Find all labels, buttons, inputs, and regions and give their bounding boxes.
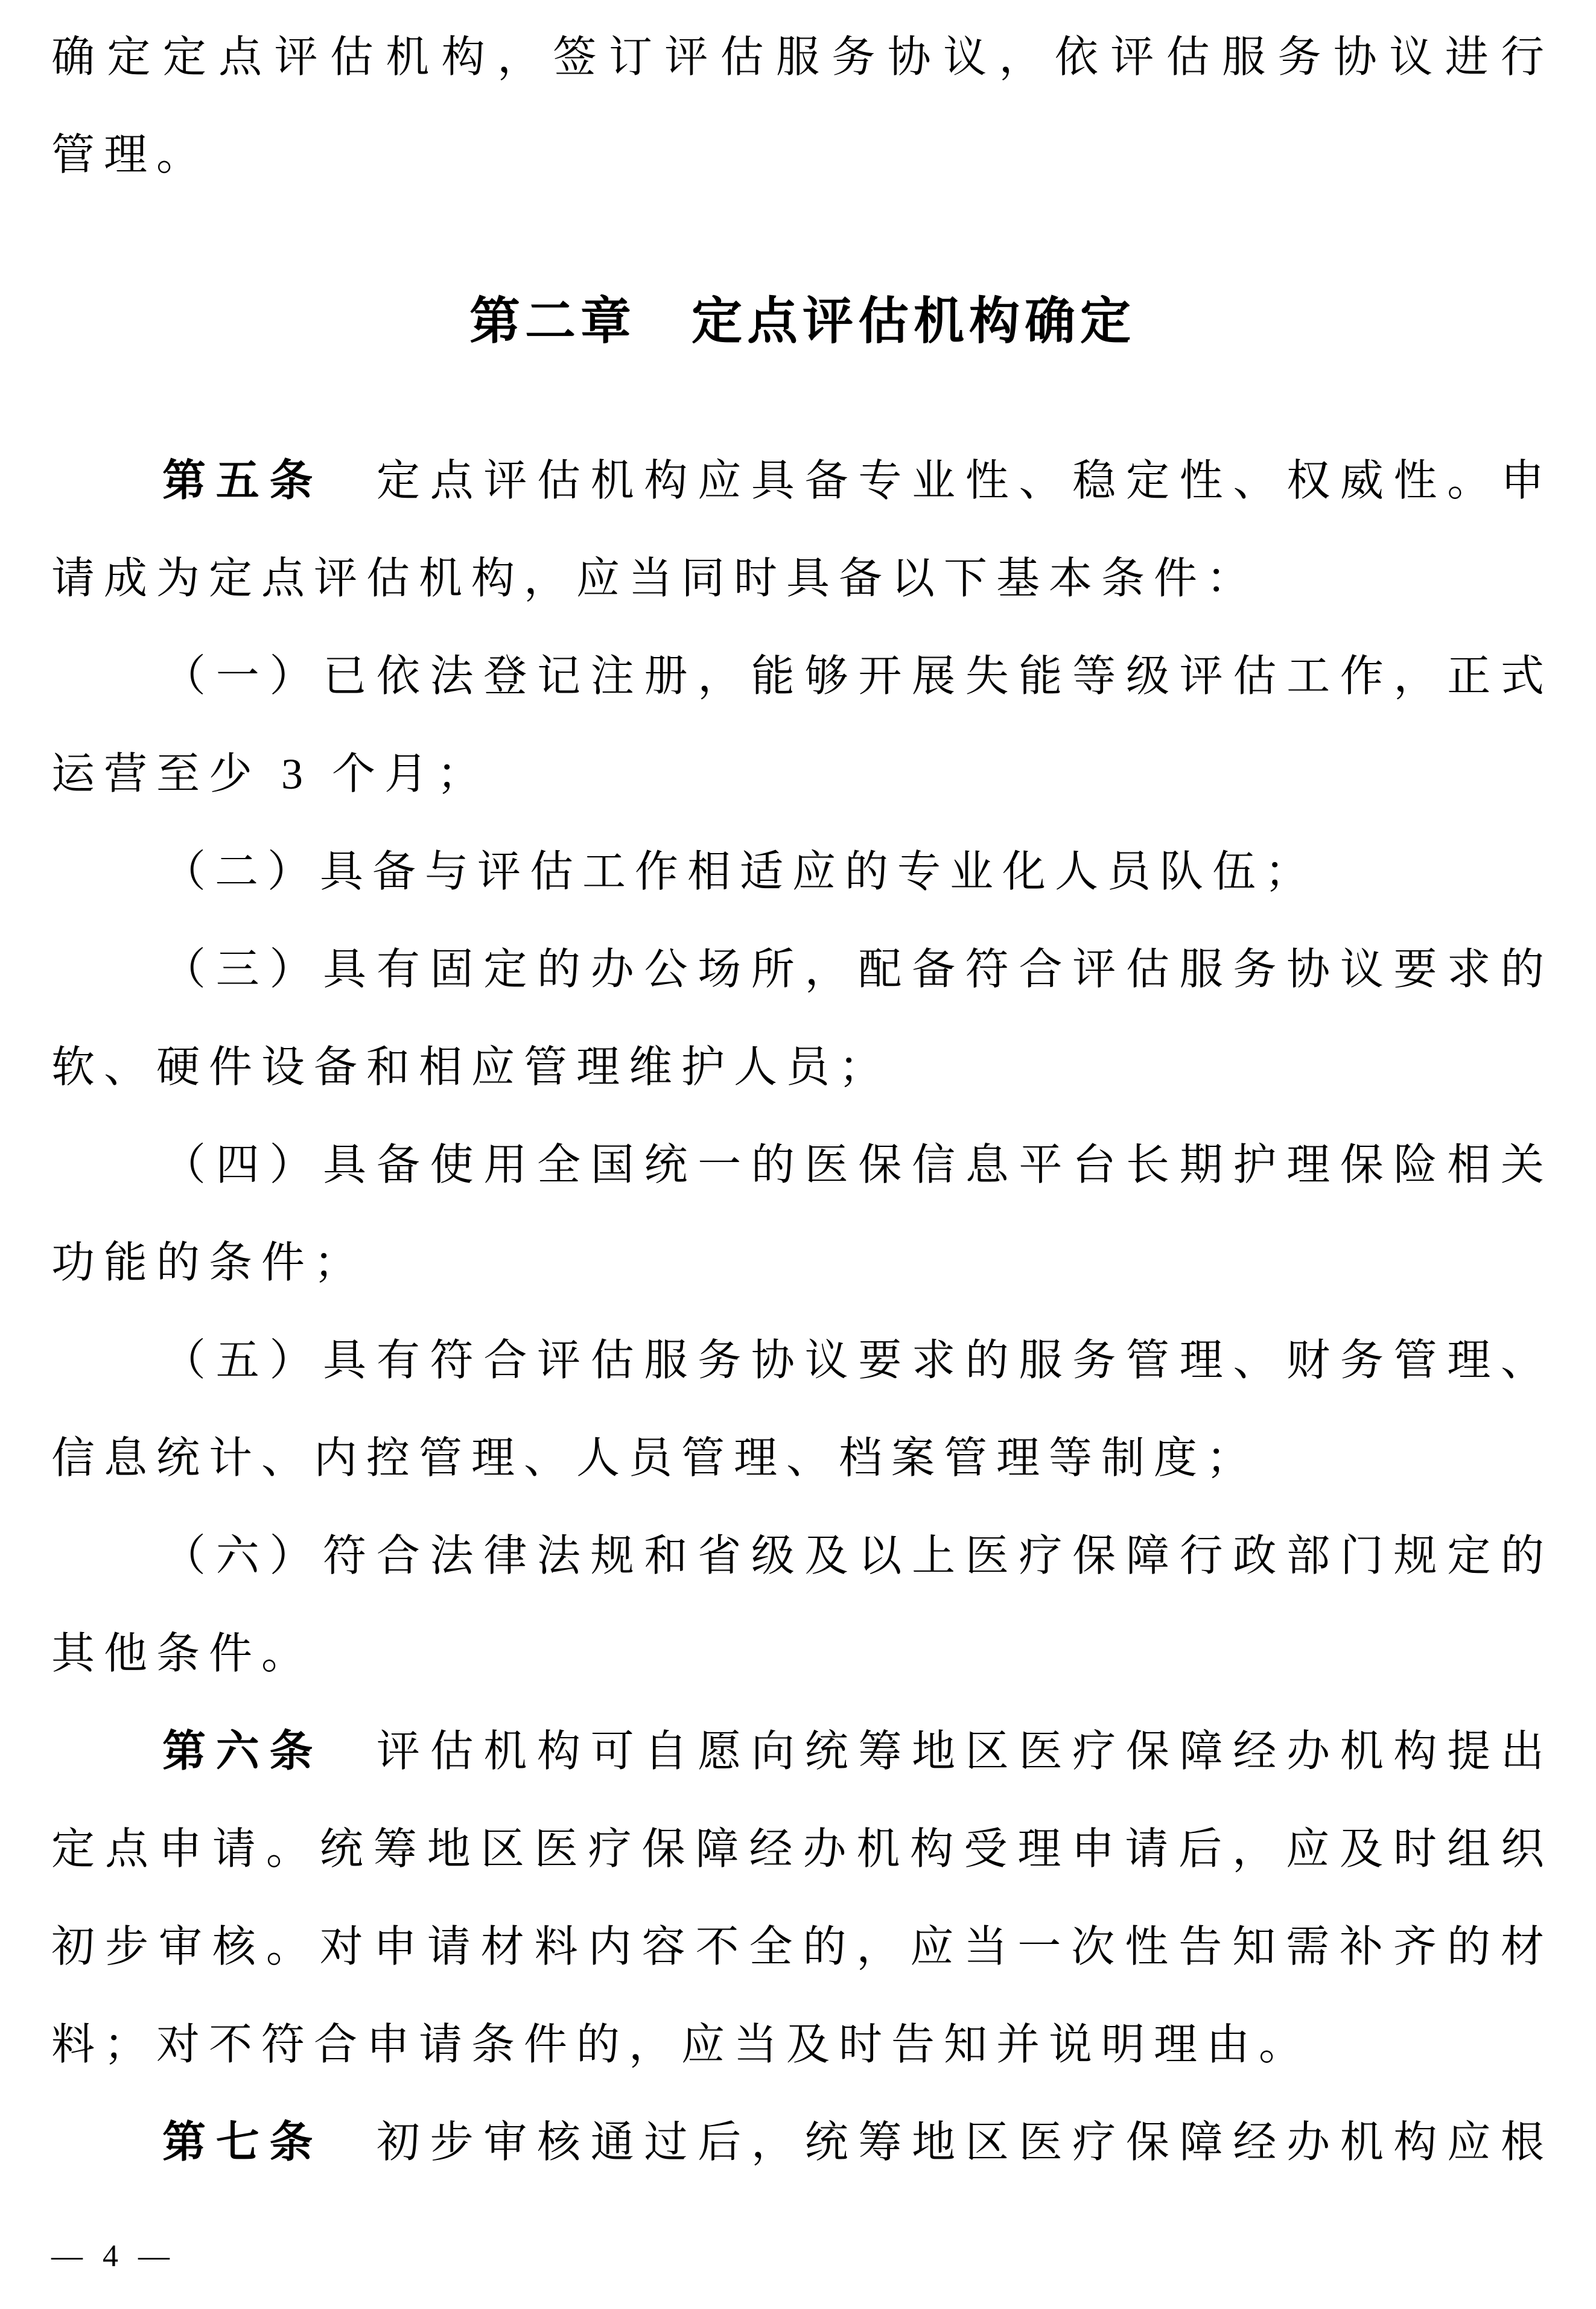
text-line: 料；对不符合申请条件的，应当及时告知并说明理由。 bbox=[51, 2021, 1312, 2069]
article-text: 初步审核通过后，统筹地区医疗保障经办机构应根 bbox=[323, 2118, 1554, 2167]
text-line: 初步审核。对申请材料内容不全的，应当一次性告知需补齐的材 bbox=[51, 1923, 1554, 1971]
text-line: 请成为定点评估机构，应当同时具备以下基本条件： bbox=[51, 554, 1259, 603]
article-text: 定点评估机构应具备专业性、稳定性、权威性。申 bbox=[323, 457, 1554, 505]
text-line: （五）具有符合评估服务协议要求的服务管理、财务管理、 bbox=[162, 1336, 1554, 1385]
paragraph-article-7 bbox=[51, 2094, 1554, 2191]
paragraph-item-6 bbox=[51, 1507, 1554, 1703]
paragraph-article-5 bbox=[51, 432, 1554, 627]
text-line: （六）符合法律法规和省级及以上医疗保障行政部门规定的 bbox=[162, 1532, 1554, 1580]
page-number: — 4 — bbox=[51, 2239, 176, 2273]
text-line bbox=[51, 1703, 1554, 1800]
paragraph-continuation bbox=[51, 8, 1554, 204]
chapter-heading: 第二章 定点评估机构确定 bbox=[469, 293, 1136, 349]
text-line bbox=[51, 2094, 1554, 2191]
text-line: 软、硬件设备和相应管理维护人员； bbox=[51, 1043, 892, 1091]
page-body bbox=[51, 8, 1554, 2191]
text-line: 定点申请。统筹地区医疗保障经办机构受理申请后，应及时组织 bbox=[51, 1825, 1554, 1873]
text-line: 信息统计、内控管理、人员管理、档案管理等制度； bbox=[51, 1434, 1259, 1482]
paragraph-article-6 bbox=[51, 1703, 1554, 2094]
text-line: （一）已依法登记注册，能够开展失能等级评估工作，正式 bbox=[162, 652, 1554, 700]
article-number: 第五条 bbox=[162, 457, 323, 505]
text-line: （四）具备使用全国统一的医保信息平台长期护理保险相关 bbox=[162, 1141, 1554, 1189]
text-line: （三）具有固定的办公场所，配备符合评估服务协议要求的 bbox=[162, 945, 1554, 994]
text-line: 管理。 bbox=[51, 131, 209, 179]
article-number: 第七条 bbox=[162, 2118, 323, 2167]
text-line bbox=[51, 432, 1554, 530]
text-line: 功能的条件； bbox=[51, 1239, 367, 1287]
text-line: 确定定点评估机构，签订评估服务协议，依评估服务协议进行 bbox=[51, 33, 1554, 81]
paragraph-item-1 bbox=[51, 627, 1554, 823]
paragraph-item-5 bbox=[51, 1312, 1554, 1507]
text-line: 运营至少 3 个月； bbox=[51, 750, 490, 798]
text-line: 其他条件。 bbox=[51, 1630, 314, 1678]
article-number: 第六条 bbox=[162, 1727, 323, 1776]
text-line: （二）具备与评估工作相适应的专业化人员队伍； bbox=[162, 848, 1318, 896]
paragraph-item-2 bbox=[51, 823, 1554, 921]
paragraph-item-4 bbox=[51, 1116, 1554, 1312]
paragraph-item-3 bbox=[51, 921, 1554, 1116]
article-text: 评估机构可自愿向统筹地区医疗保障经办机构提出 bbox=[323, 1727, 1554, 1776]
